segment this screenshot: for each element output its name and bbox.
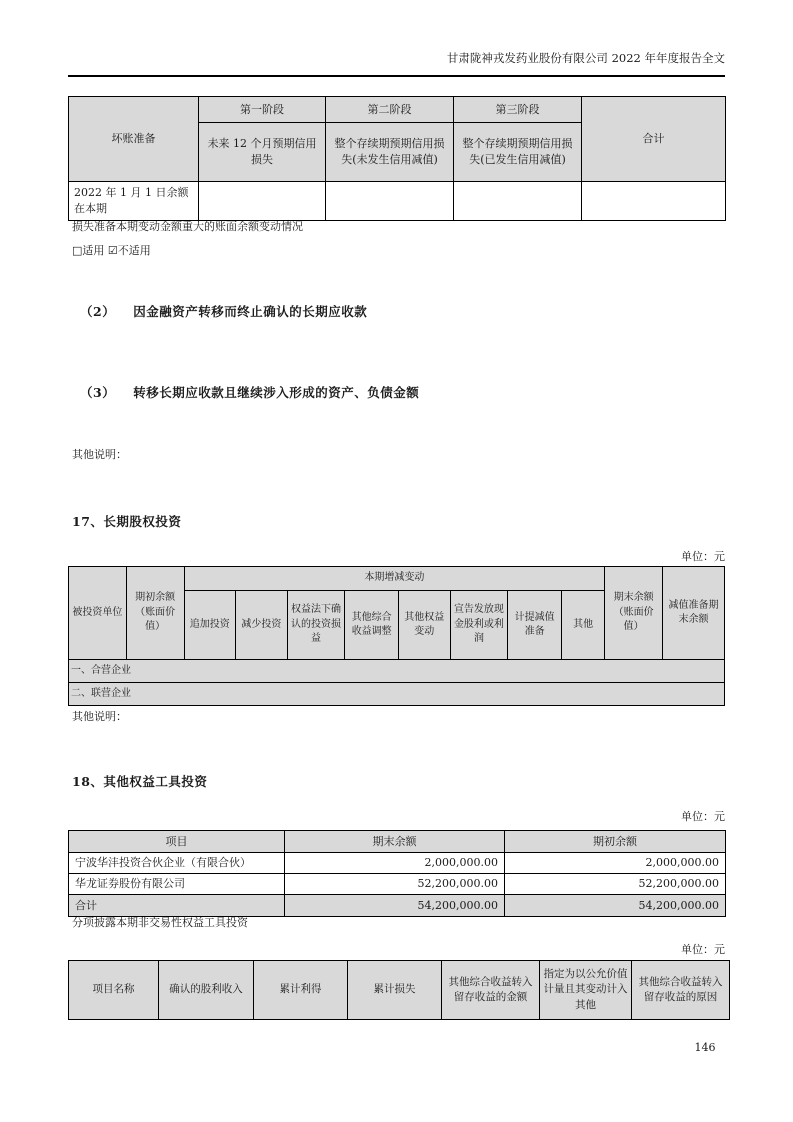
table-row bbox=[69, 97, 726, 123]
cell-change-col: 计提减值准备 bbox=[508, 591, 562, 660]
cell-change-col: 权益法下确认的投资损益 bbox=[287, 591, 345, 660]
cell-stage3-sub: 整个存续期预期信用损失(已发生信用减值) bbox=[454, 123, 582, 182]
table-row bbox=[69, 853, 726, 874]
cell-ending-balance: 2,000,000.00 bbox=[285, 853, 505, 874]
running-header bbox=[68, 50, 725, 77]
section-2-heading bbox=[80, 302, 367, 320]
col-header-item: 项目 bbox=[69, 831, 285, 853]
unit-label-3: 单位：元 bbox=[681, 943, 725, 956]
col-header-ending: 期末余额 bbox=[285, 831, 505, 853]
empty-cell bbox=[582, 182, 726, 221]
cell-beginning-balance: 2,000,000.00 bbox=[505, 853, 726, 874]
row-associate: 二、联营企业 bbox=[69, 683, 725, 706]
cell-item-name: 华龙证券股份有限公司 bbox=[69, 874, 285, 895]
table-row bbox=[69, 182, 726, 221]
cell-change-col: 减少投资 bbox=[236, 591, 288, 660]
section-3-heading bbox=[80, 383, 419, 401]
col-header: 累计损失 bbox=[348, 961, 442, 1020]
col-header-beginning: 期初余额 bbox=[505, 831, 726, 853]
cell-total-label: 合计 bbox=[69, 895, 285, 917]
report-title: 甘肃陇神戎发药业股份有限公司 2022 年年度报告全文 bbox=[446, 51, 725, 65]
table-row bbox=[69, 961, 730, 1020]
table-row bbox=[69, 567, 725, 591]
cell-change-col: 其他综合收益调整 bbox=[345, 591, 399, 660]
loss-change-note: 损失准备本期变动金额重大的账面余额变动情况 bbox=[72, 220, 303, 233]
table-row bbox=[69, 831, 726, 853]
cell-row-header: 坏账准备 bbox=[69, 97, 199, 182]
cell-change-col: 其他权益变动 bbox=[399, 591, 451, 660]
row-joint-venture: 一、合营企业 bbox=[69, 660, 725, 683]
unit-label-2: 单位：元 bbox=[681, 810, 725, 823]
cell-change-group: 本期增减变动 bbox=[184, 567, 605, 591]
cell-stage1: 第一阶段 bbox=[199, 97, 326, 123]
equity-instrument-table bbox=[68, 830, 726, 917]
cell-investee: 被投资单位 bbox=[69, 567, 127, 660]
section-2-number: （2） bbox=[80, 304, 116, 319]
table-row bbox=[69, 874, 726, 895]
cell-change-col: 追加投资 bbox=[184, 591, 236, 660]
long-term-equity-table bbox=[68, 566, 725, 706]
table-row bbox=[69, 683, 725, 706]
cell-total-ending: 54,200,000.00 bbox=[285, 895, 505, 917]
page-number: 146 bbox=[694, 1041, 716, 1054]
cell-impairment-closing: 减值准备期末余额 bbox=[663, 567, 725, 660]
empty-cell bbox=[454, 182, 582, 221]
col-header: 确认的股利收入 bbox=[159, 961, 254, 1020]
cell-ending-balance: 52,200,000.00 bbox=[285, 874, 505, 895]
subitem-disclosure-note: 分项披露本期非交易性权益工具投资 bbox=[72, 916, 248, 929]
section-3-number: （3） bbox=[80, 385, 116, 400]
other-note-1: 其他说明： bbox=[72, 448, 127, 461]
table-row bbox=[69, 895, 726, 917]
cell-beginning-balance: 52,200,000.00 bbox=[505, 874, 726, 895]
non-trading-equity-table bbox=[68, 960, 730, 1020]
cell-total: 合计 bbox=[582, 97, 726, 182]
empty-cell bbox=[326, 182, 454, 221]
col-header: 累计利得 bbox=[254, 961, 348, 1020]
section-17-heading: 17、长期股权投资 bbox=[72, 514, 182, 529]
section-3-title: 转移长期应收款且继续涉入形成的资产、负债金额 bbox=[133, 385, 420, 400]
cell-opening-balance: 期初余额（账面价值） bbox=[126, 567, 184, 660]
col-header: 其他综合收益转入留存收益的金额 bbox=[442, 961, 540, 1020]
bad-debt-provision-table bbox=[68, 96, 726, 221]
applicable-checkbox-line: □适用 ☑不适用 bbox=[72, 244, 151, 257]
cell-stage2-sub: 整个存续期预期信用损失(未发生信用减值) bbox=[326, 123, 454, 182]
col-header: 指定为以公允价值计量且其变动计入其他 bbox=[540, 961, 632, 1020]
other-note-2: 其他说明： bbox=[72, 710, 127, 723]
cell-stage3: 第三阶段 bbox=[454, 97, 582, 123]
cell-change-col: 其他 bbox=[561, 591, 604, 660]
col-header: 其他综合收益转入留存收益的原因 bbox=[632, 961, 730, 1020]
cell-stage1-sub: 未来 12 个月预期信用损失 bbox=[199, 123, 326, 182]
cell-total-beginning: 54,200,000.00 bbox=[505, 895, 726, 917]
cell-row-label: 2022 年 1 月 1 日余额在本期 bbox=[69, 182, 199, 221]
cell-stage2: 第二阶段 bbox=[326, 97, 454, 123]
cell-change-col: 宣告发放现金股利或利润 bbox=[450, 591, 508, 660]
table-row bbox=[69, 660, 725, 683]
empty-cell bbox=[199, 182, 326, 221]
cell-closing-balance: 期末余额（账面价值） bbox=[605, 567, 663, 660]
section-2-title: 因金融资产转移而终止确认的长期应收款 bbox=[133, 304, 368, 319]
section-18-heading: 18、其他权益工具投资 bbox=[72, 774, 208, 789]
cell-item-name: 宁波华沣投资合伙企业（有限合伙） bbox=[69, 853, 285, 874]
unit-label-1: 单位：元 bbox=[681, 550, 725, 563]
col-header: 项目名称 bbox=[69, 961, 159, 1020]
